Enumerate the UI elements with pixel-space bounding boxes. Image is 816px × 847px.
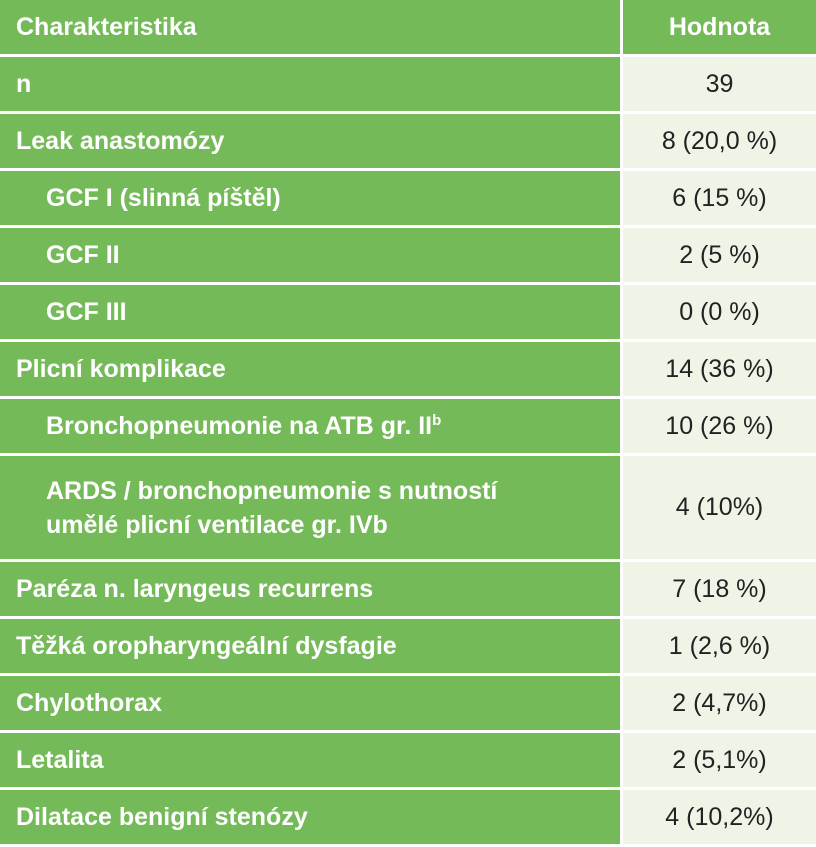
table-row bbox=[0, 456, 816, 562]
table-row bbox=[0, 399, 816, 456]
table-row bbox=[0, 619, 816, 676]
row-label: GCF III bbox=[0, 285, 623, 342]
table-row bbox=[0, 171, 816, 228]
table-row bbox=[0, 228, 816, 285]
row-value: 4 (10%) bbox=[623, 456, 816, 562]
row-label: Dilatace benigní stenózy bbox=[0, 790, 623, 847]
row-value: 1 (2,6 %) bbox=[623, 619, 816, 676]
table-row bbox=[0, 790, 816, 847]
table-row bbox=[0, 285, 816, 342]
footnote-marker: b bbox=[432, 412, 442, 429]
table-row bbox=[0, 676, 816, 733]
row-value: 0 (0 %) bbox=[623, 285, 816, 342]
table-row bbox=[0, 733, 816, 790]
row-label: GCF I (slinná píštěl) bbox=[0, 171, 623, 228]
row-label: n bbox=[0, 57, 623, 114]
header-characteristic: Charakteristika bbox=[0, 0, 623, 57]
table-row bbox=[0, 562, 816, 619]
row-value: 2 (5 %) bbox=[623, 228, 816, 285]
row-label-line2: umělé plicní ventilace gr. IVb bbox=[46, 510, 388, 539]
row-value: 10 (26 %) bbox=[623, 399, 816, 456]
row-value: 2 (5,1%) bbox=[623, 733, 816, 790]
row-value: 7 (18 %) bbox=[623, 562, 816, 619]
row-value: 39 bbox=[623, 57, 816, 114]
row-label: Leak anastomózy bbox=[0, 114, 623, 171]
row-label: Plicní komplikace bbox=[0, 342, 623, 399]
row-label: Letalita bbox=[0, 733, 623, 790]
table-row bbox=[0, 57, 816, 114]
row-value: 4 (10,2%) bbox=[623, 790, 816, 847]
row-value: 6 (15 %) bbox=[623, 171, 816, 228]
row-label-line1: ARDS / bronchopneumonie s nutností bbox=[46, 476, 498, 505]
table-header-row bbox=[0, 0, 816, 57]
row-label-cell bbox=[0, 456, 623, 562]
table-row bbox=[0, 114, 816, 171]
row-label: Těžká oropharyngeální dysfagie bbox=[0, 619, 623, 676]
row-label: Chylothorax bbox=[0, 676, 623, 733]
row-label: Paréza n. laryngeus recurrens bbox=[0, 562, 623, 619]
row-label: Bronchopneumonie na ATB gr. II bbox=[46, 412, 433, 440]
row-value: 14 (36 %) bbox=[623, 342, 816, 399]
row-label-cell bbox=[0, 399, 623, 456]
row-value: 2 (4,7%) bbox=[623, 676, 816, 733]
header-value: Hodnota bbox=[623, 0, 816, 57]
row-label: GCF II bbox=[0, 228, 623, 285]
row-value: 8 (20,0 %) bbox=[623, 114, 816, 171]
table-row bbox=[0, 342, 816, 399]
